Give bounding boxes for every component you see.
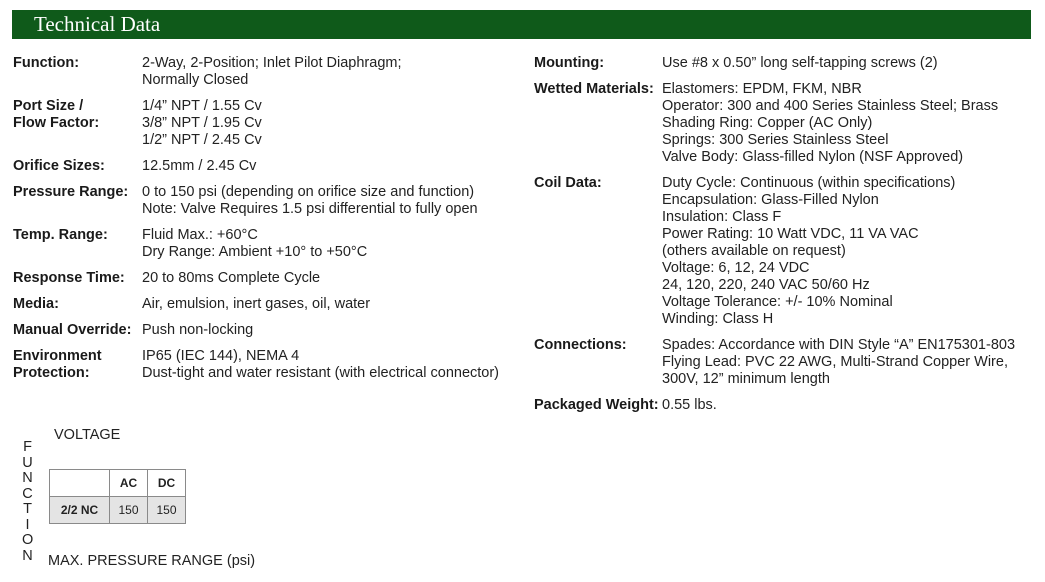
spec-value-line: Note: Valve Requires 1.5 psi differential to fully open: [142, 201, 478, 217]
spec-value: [662, 397, 717, 414]
spec-label: Function:: [13, 55, 80, 71]
spec-value-line: 20 to 80ms Complete Cycle: [142, 270, 321, 286]
pressure-table-dc-value: 150: [148, 497, 186, 524]
spec-value-line: Operator: 300 and 400 Series Stainless Steel; Brass: [662, 98, 999, 114]
pressure-table-header-ac: AC: [110, 470, 148, 497]
spec-row: [13, 184, 523, 218]
left-spec-column: [13, 55, 523, 391]
spec-value-line: Shading Ring: Copper (AC Only): [662, 115, 873, 131]
spec-label: Mounting:: [534, 55, 605, 71]
max-pressure-range-label: MAX. PRESSURE RANGE (psi): [48, 553, 256, 569]
spec-value-line: Dust-tight and water resistant (with electrical connector): [142, 365, 500, 381]
spec-value-line: 3/8” NPT / 1.95 Cv: [142, 115, 262, 131]
spec-label: Packaged Weight:: [534, 397, 659, 413]
pressure-table-ac-value: 150: [110, 497, 148, 524]
spec-value-line: 24, 120, 220, 240 VAC 50/60 Hz: [662, 277, 870, 293]
spec-value-line: 1/4” NPT / 1.55 Cv: [142, 98, 262, 114]
spec-value-line: Fluid Max.: +60°C: [142, 227, 258, 243]
page-title: Technical Data: [12, 10, 1031, 39]
spec-value: [142, 184, 478, 218]
spec-value-line: 12.5mm / 2.45 Cv: [142, 158, 257, 174]
spec-label: Response Time:: [13, 270, 125, 286]
spec-value: [662, 81, 998, 166]
spec-row: [13, 296, 523, 313]
spec-value-line: Voltage: 6, 12, 24 VDC: [662, 260, 810, 276]
spec-label: Port Size / Flow Factor:: [13, 98, 100, 131]
spec-label: Manual Override:: [13, 322, 132, 338]
spec-value-line: Dry Range: Ambient +10° to +50°C: [142, 244, 368, 260]
spec-value-line: 0 to 150 psi (depending on orifice size and function): [142, 184, 475, 200]
pressure-table-row: [50, 497, 186, 524]
spec-row: [534, 55, 1042, 72]
spec-row: [13, 348, 523, 382]
function-axis-label: [22, 440, 34, 564]
spec-value-line: Spades: Accordance with DIN Style “A” EN175301-803: [662, 337, 1016, 353]
spec-value: [142, 227, 367, 261]
pressure-table: [49, 469, 186, 524]
spec-row: [13, 270, 523, 287]
spec-value-line: Valve Body: Glass-filled Nylon (NSF Approved): [662, 149, 964, 165]
spec-label: Environment Protection:: [13, 348, 102, 381]
spec-label: Coil Data:: [534, 175, 602, 191]
spec-value-line: 0.55 lbs.: [662, 397, 717, 413]
spec-value-line: Power Rating: 10 Watt VDC, 11 VA VAC: [662, 226, 919, 242]
spec-value: [142, 98, 262, 149]
spec-value-line: 2-Way, 2-Position; Inlet Pilot Diaphragm;: [142, 55, 402, 71]
spec-value-line: IP65 (IEC 144), NEMA 4: [142, 348, 300, 364]
function-axis-text: FUNCTION: [22, 439, 34, 564]
spec-value-line: Springs: 300 Series Stainless Steel: [662, 132, 889, 148]
spec-row: [534, 397, 1042, 414]
spec-row: [13, 227, 523, 261]
spec-value: [662, 337, 1015, 388]
spec-value-line: Push non-locking: [142, 322, 254, 338]
spec-value-line: Duty Cycle: Continuous (within specifications): [662, 175, 956, 191]
spec-row: [534, 175, 1042, 328]
spec-row: [13, 55, 523, 89]
spec-value-line: Normally Closed: [142, 72, 249, 88]
spec-value-line: Use #8 x 0.50” long self-tapping screws (2): [662, 55, 938, 71]
pressure-table-header-dc: DC: [148, 470, 186, 497]
spec-value-line: Insulation: Class F: [662, 209, 782, 225]
spec-label: Media:: [13, 296, 59, 312]
right-spec-column: [534, 55, 1042, 423]
spec-value: [142, 348, 499, 382]
spec-row: [534, 337, 1042, 388]
spec-value-line: Voltage Tolerance: +/- 10% Nominal: [662, 294, 893, 310]
spec-value-line: Air, emulsion, inert gases, oil, water: [142, 296, 371, 312]
spec-value: [662, 175, 955, 328]
voltage-axis-label: VOLTAGE: [54, 427, 121, 443]
spec-label: Temp. Range:: [13, 227, 108, 243]
spec-value-line: Elastomers: EPDM, FKM, NBR: [662, 81, 862, 97]
spec-row: [13, 322, 523, 339]
spec-value-line: Flying Lead: PVC 22 AWG, Multi-Strand Copper Wire,: [662, 354, 1008, 370]
pressure-table-function-cell: 2/2 NC: [50, 497, 110, 524]
spec-value: [662, 55, 938, 72]
spec-value: [142, 296, 370, 313]
spec-row: [534, 81, 1042, 166]
pressure-table-header-row: [50, 470, 186, 497]
spec-value-line: 300V, 12” minimum length: [662, 371, 830, 387]
spec-value-line: Encapsulation: Glass-Filled Nylon: [662, 192, 879, 208]
spec-label: Wetted Materials:: [534, 81, 654, 97]
spec-value-line: Winding: Class H: [662, 311, 774, 327]
spec-label: Connections:: [534, 337, 627, 353]
spec-value: [142, 270, 320, 287]
pressure-table-corner-cell: [50, 470, 110, 497]
spec-label: Pressure Range:: [13, 184, 129, 200]
spec-row: [13, 98, 523, 149]
spec-value-line: 1/2” NPT / 2.45 Cv: [142, 132, 262, 148]
spec-value: [142, 322, 253, 339]
spec-value: [142, 55, 402, 89]
spec-value-line: (others available on request): [662, 243, 846, 259]
spec-row: [13, 158, 523, 175]
spec-value: [142, 158, 256, 175]
spec-label: Orifice Sizes:: [13, 158, 105, 174]
